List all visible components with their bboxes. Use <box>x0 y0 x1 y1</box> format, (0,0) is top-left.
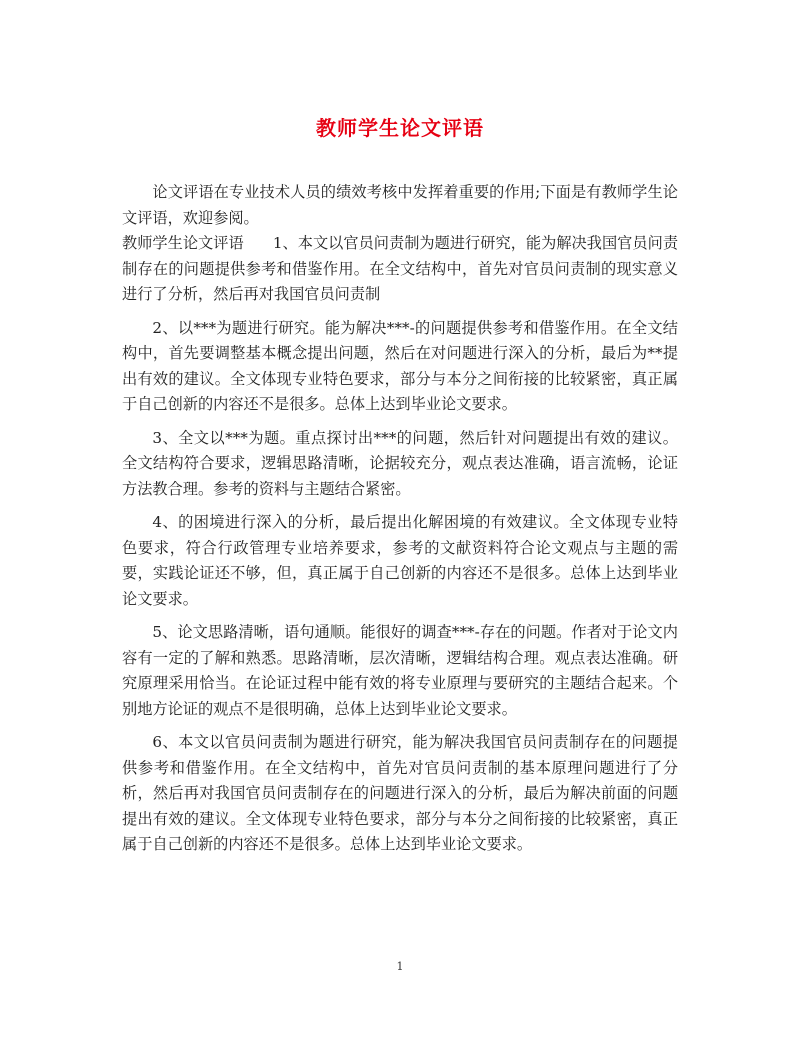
document-body <box>122 180 678 858</box>
page-number: 1 <box>396 960 404 973</box>
comment-paragraph-4: 4、的困境进行深入的分析，最后提出化解困境的有效建议。全文体现专业特色要求，符合行政管理专业培养要求，参考的文献资料符合论文观点与主题的需要，实践论证还不够，但，真正属于自己创新的内容还不是很多。总体上达到毕业论文要求。 <box>122 513 678 608</box>
comment-paragraph-2: 2、以***为题进行研究。能为解决***-的问题提供参考和借鉴作用。在全文结构中，首先要调整基本概念提出问题，然后在对问题进行深入的分析，最后为**提出有效的建议。全文体现专业特色要求，部分与本分之间衔接的比较紧密，真正属于自己创新的内容还不是很多。总体上达到毕业论文要求。 <box>122 318 678 413</box>
comment-paragraph-5: 5、论文思路清晰，语句通顺。能很好的调查***-存在的问题。作者对于论文内容有一定的了解和熟悉。思路清晰，层次清晰，逻辑结构合理。观点表达准确。研究原理采用恰当。在论证过程中能有效的将专业原理与要研究的主题结合起来。个别地方论证的观点不是很明确，总体上达到毕业论文要求。 <box>122 623 678 718</box>
section-paragraph-1 <box>122 231 678 308</box>
intro-paragraph: 论文评语在专业技术人员的绩效考核中发挥着重要的作用;下面是有教师学生论文评语，欢迎参阅。 <box>122 183 678 227</box>
comment-paragraph-3: 3、全文以***为题。重点探讨出***的问题，然后针对问题提出有效的建议。全文结构符合要求，逻辑思路清晰，论据较充分，观点表达准确，语言流畅，论证方法教合理。参考的资料与主题结合紧密。 <box>122 428 678 498</box>
comment-paragraph-6: 6、本文以官员问责制为题进行研究，能为解决我国官员问责制存在的问题提供参考和借鉴作用。在全文结构中，首先对官员问责制的基本原理问题进行了分析，然后再对我国官员问责制存在的问题进行深入的分析，最后为解决前面的问题提出有效的建议。全文体现专业特色要求，部分与本分之间衔接的比较紧密，真正属于自己创新的内容还不是很多。总体上达到毕业论文要求。 <box>122 733 678 853</box>
section-lead-text: 1、本文以官员问责制为题进行研究，能为解决我国官员问责制存在的问题提供参考和借鉴作用。在全文结构中，首先对官员问责制的现实意义进行了分析，然后再对我国官员问责制 <box>122 234 679 303</box>
document-title: 教师学生论文评语 <box>316 116 484 140</box>
section-label: 教师学生论文评语 <box>122 234 244 252</box>
section-spacer <box>244 234 273 252</box>
